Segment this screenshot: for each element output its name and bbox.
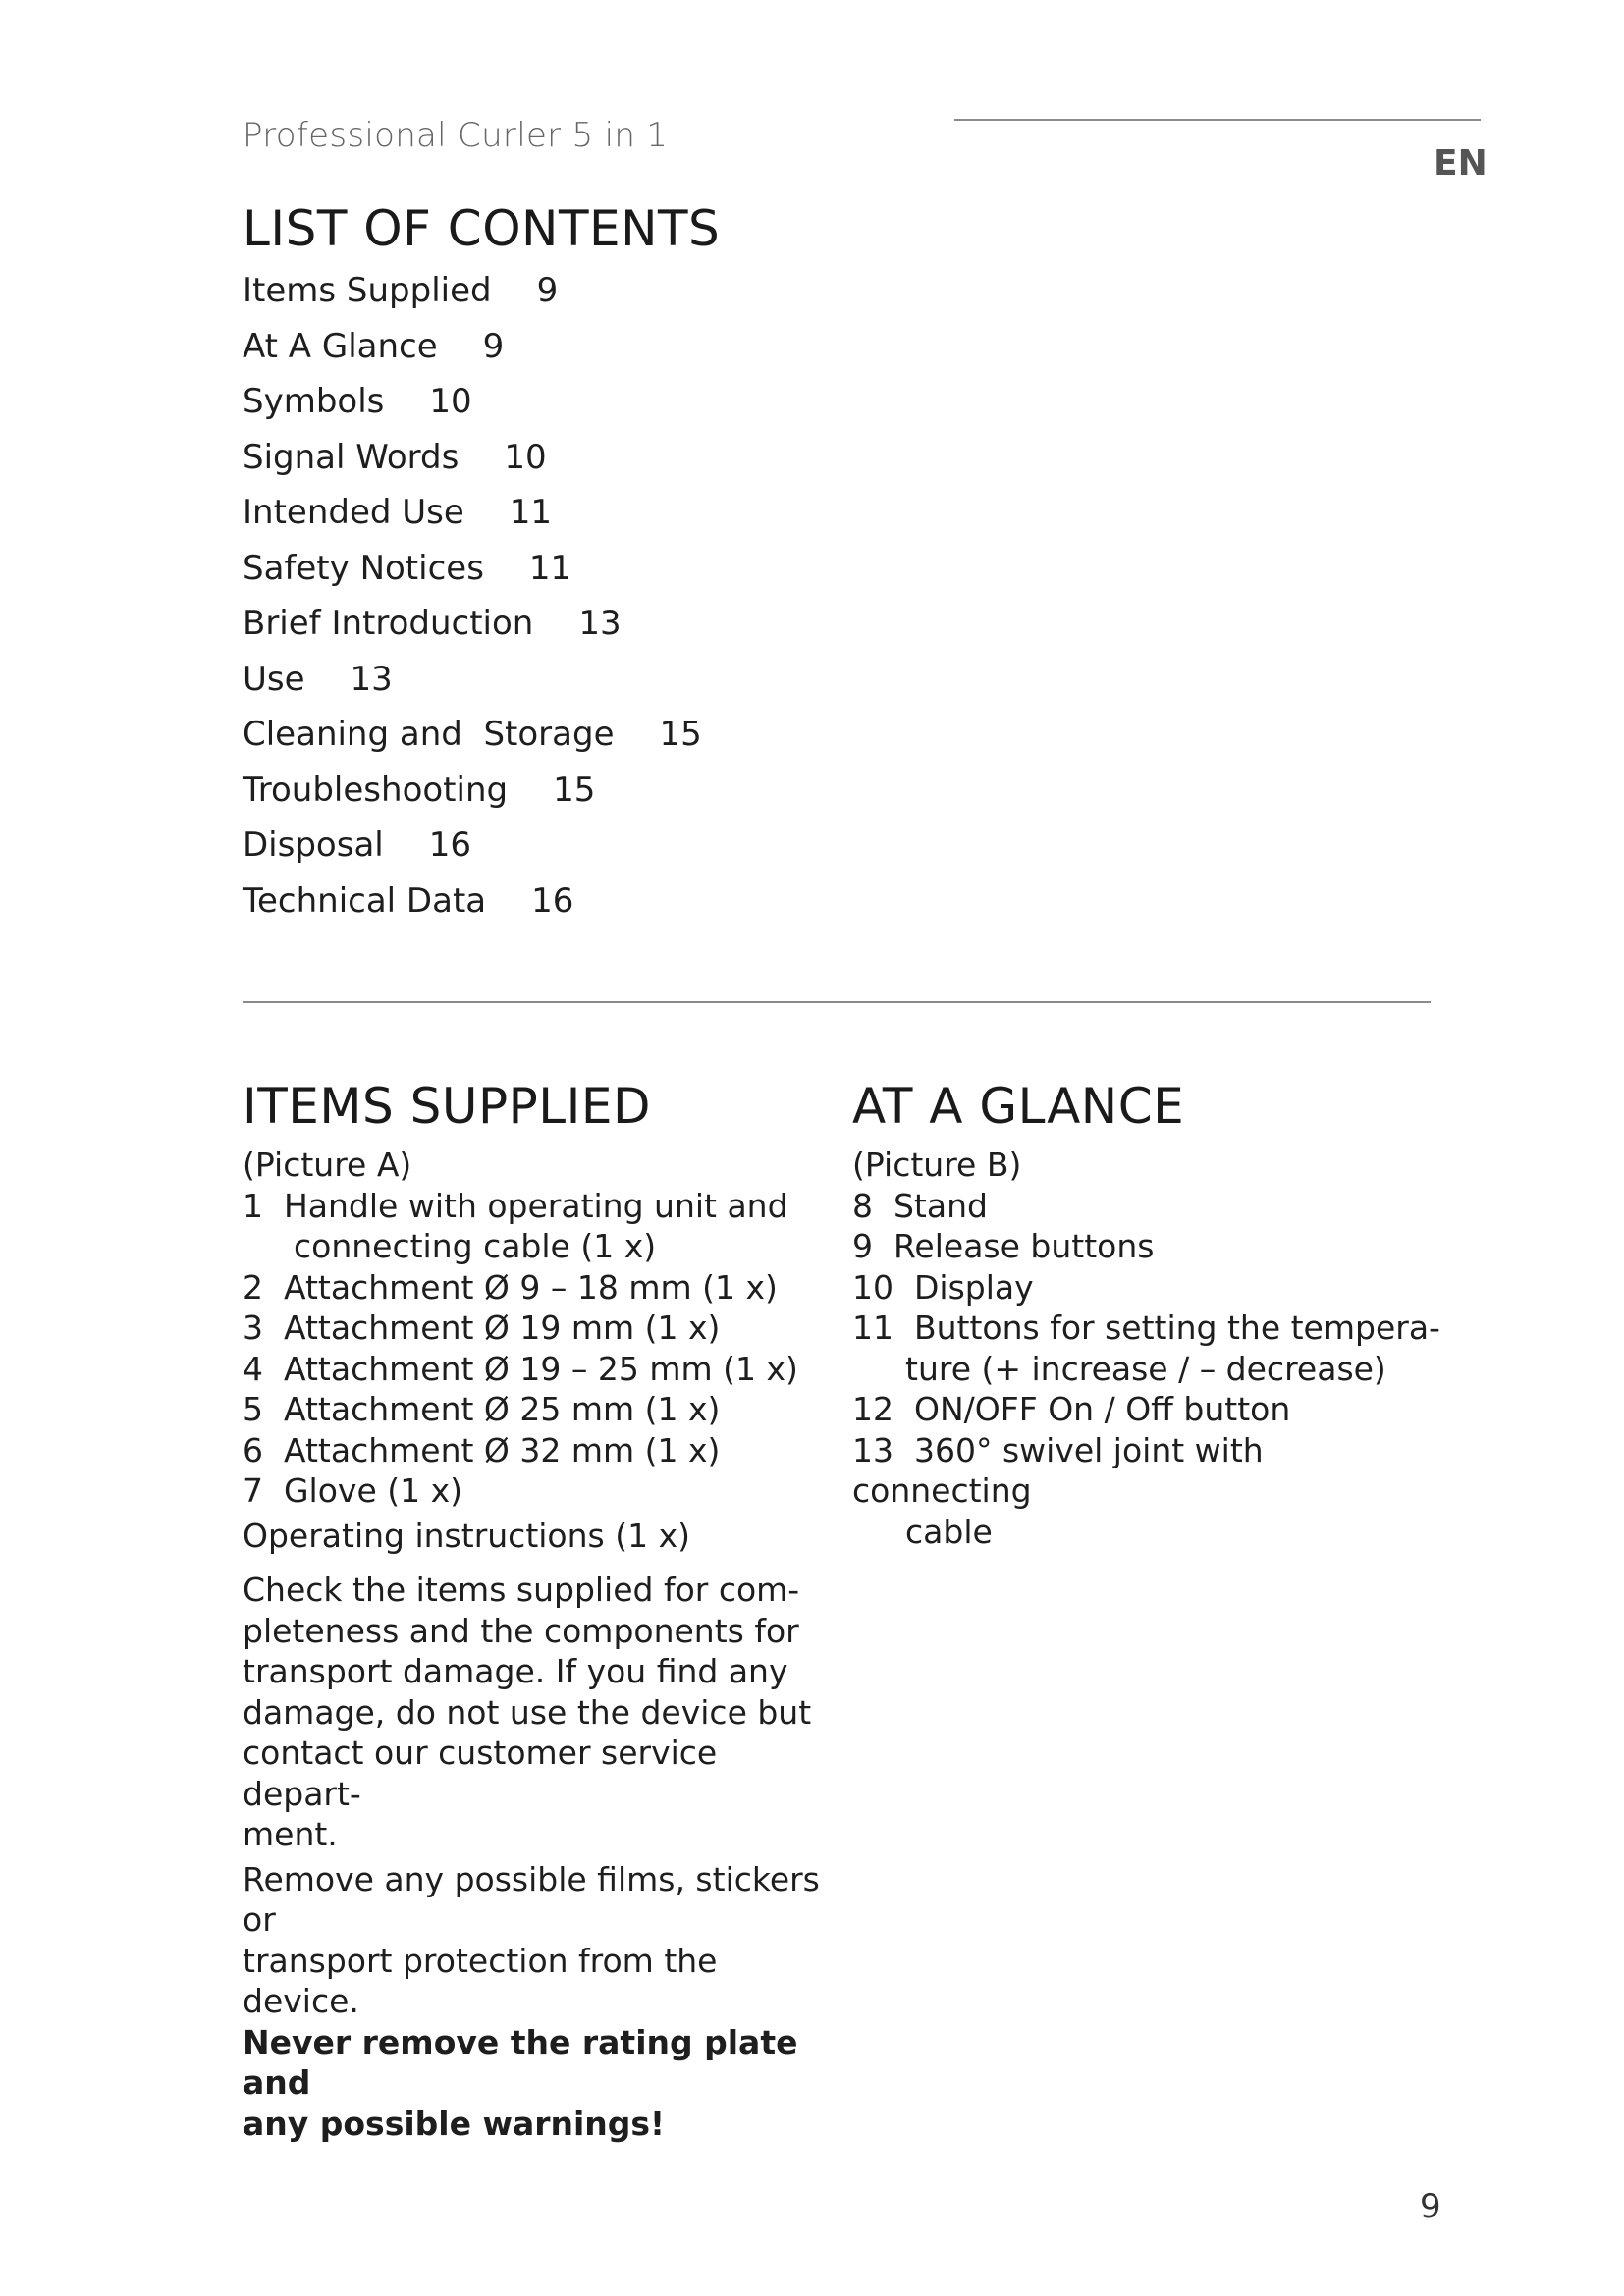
item-number: 3 <box>243 1308 263 1347</box>
list-item <box>243 1389 822 1430</box>
toc-label: At A Glance <box>243 326 438 366</box>
paragraph-line: transport protection from the device. <box>243 1941 718 2020</box>
item-text: Attachment Ø 19 mm (1 x) <box>283 1308 721 1347</box>
toc-list <box>243 271 702 936</box>
toc-item[interactable] <box>243 438 702 494</box>
toc-item[interactable] <box>243 549 702 605</box>
item-text: Attachment Ø 19 – 25 mm (1 x) <box>283 1349 798 1388</box>
header-rule <box>954 119 1481 121</box>
at-a-glance-column <box>852 1145 1441 1552</box>
paragraph-line: ment. <box>243 1815 338 1853</box>
paragraph-line: pleteness and the components for <box>243 1611 799 1650</box>
toc-item[interactable] <box>243 715 702 771</box>
item-text: On / Off button <box>1048 1390 1291 1428</box>
toc-page: 13 <box>350 659 393 699</box>
at-a-glance-list <box>852 1186 1441 1553</box>
item-number: 9 <box>852 1227 873 1265</box>
language-tag: EN <box>1434 143 1488 184</box>
list-item <box>852 1186 1441 1227</box>
toc-label: Disposal <box>243 826 384 865</box>
paragraph-line: Check the items supplied for com- <box>243 1571 800 1609</box>
toc-page: 11 <box>509 493 553 532</box>
list-item <box>243 1267 822 1308</box>
items-supplied-list <box>243 1186 822 1512</box>
toc-item[interactable] <box>243 771 702 827</box>
list-item <box>852 1389 1441 1430</box>
toc-item[interactable] <box>243 660 702 716</box>
list-item <box>852 1430 1441 1553</box>
item-number: 6 <box>243 1430 263 1469</box>
toc-label: Symbols <box>243 382 385 421</box>
list-item <box>243 1430 822 1471</box>
item-number: 13 <box>852 1430 893 1469</box>
check-items-paragraph <box>243 1570 822 1855</box>
item-number: 4 <box>243 1349 263 1388</box>
list-item <box>243 1308 822 1349</box>
item-text: Glove (1 x) <box>283 1471 462 1510</box>
toc-label: Safety Notices <box>243 548 484 588</box>
toc-item[interactable] <box>243 271 702 327</box>
item-number: 5 <box>243 1390 263 1428</box>
item-text: Release buttons <box>893 1227 1155 1265</box>
section-divider <box>243 1001 1431 1003</box>
list-item <box>243 1470 822 1512</box>
toc-page: 16 <box>428 826 471 865</box>
item-number: 7 <box>243 1471 263 1510</box>
item-number: 1 <box>243 1186 263 1225</box>
toc-page: 9 <box>482 326 505 366</box>
item-text-continued: connecting cable (1 x) <box>294 1227 657 1265</box>
list-item <box>852 1226 1441 1267</box>
operating-instructions-line: Operating instructions (1 x) <box>243 1516 690 1555</box>
item-number: 11 <box>852 1308 893 1347</box>
paragraph-line: contact our customer service depart- <box>243 1734 718 1813</box>
toc-page: 11 <box>528 548 572 588</box>
item-number: 2 <box>243 1267 263 1307</box>
toc-item[interactable] <box>243 881 702 937</box>
item-number: 12 <box>852 1390 893 1428</box>
item-text: Display <box>913 1267 1034 1307</box>
toc-page: 9 <box>536 271 559 310</box>
warning-line: Never remove the rating plate and <box>243 2022 798 2102</box>
item-text: Buttons for setting the tempera- <box>913 1308 1440 1347</box>
list-item <box>243 1349 822 1390</box>
paragraph-line: transport damage. If you find any <box>243 1652 788 1690</box>
item-text-continued: cable <box>905 1512 993 1551</box>
toc-label: Brief Introduction <box>243 604 534 643</box>
toc-label: Items Supplied <box>243 271 492 310</box>
toc-label: Troubleshooting <box>243 770 509 810</box>
header-product-title: Professional Curler 5 in 1 <box>243 116 669 155</box>
item-text: Handle with operating unit and <box>283 1186 788 1225</box>
toc-label: Signal Words <box>243 437 460 477</box>
toc-item[interactable] <box>243 327 702 383</box>
remove-films-paragraph <box>243 1859 822 2022</box>
item-text: Attachment Ø 25 mm (1 x) <box>283 1390 721 1428</box>
item-number: 8 <box>852 1186 873 1225</box>
items-supplied-heading: ITEMS SUPPLIED <box>243 1078 651 1135</box>
toc-page: 16 <box>531 881 574 921</box>
at-a-glance-heading: AT A GLANCE <box>852 1078 1185 1135</box>
toc-page: 15 <box>659 715 702 754</box>
toc-item[interactable] <box>243 826 702 881</box>
paragraph-line: damage, do not use the device but <box>243 1692 812 1732</box>
picture-b-ref: (Picture B) <box>852 1146 1022 1184</box>
toc-page: 13 <box>578 604 622 643</box>
item-text: Attachment Ø 32 mm (1 x) <box>283 1430 721 1469</box>
page-number: 9 <box>1420 2187 1441 2226</box>
toc-label: Intended Use <box>243 493 464 532</box>
toc-page: 10 <box>504 437 547 477</box>
toc-item[interactable] <box>243 382 702 438</box>
picture-a-ref: (Picture A) <box>243 1146 412 1184</box>
toc-label: Use <box>243 659 305 699</box>
toc-page: 10 <box>429 382 472 421</box>
warning-line: any possible warnings! <box>243 2104 666 2143</box>
item-text: 360° swivel joint with connecting <box>852 1430 1264 1510</box>
items-supplied-column <box>243 1145 822 2144</box>
item-text: Attachment Ø 9 – 18 mm (1 x) <box>283 1267 778 1307</box>
item-number: 10 <box>852 1267 893 1307</box>
toc-label: Cleaning and Storage <box>243 715 615 754</box>
toc-item[interactable] <box>243 604 702 660</box>
item-text: Stand <box>893 1186 988 1225</box>
toc-page: 15 <box>553 770 596 810</box>
toc-heading: LIST OF CONTENTS <box>243 200 721 257</box>
toc-label: Technical Data <box>243 881 487 921</box>
list-item <box>852 1308 1441 1389</box>
item-keyword: ON/OFF <box>913 1390 1038 1428</box>
toc-item[interactable] <box>243 493 702 549</box>
paragraph-line: Remove any possible films, stickers or <box>243 1859 820 1939</box>
rating-plate-warning <box>243 2022 822 2145</box>
list-item <box>852 1267 1441 1308</box>
list-item <box>243 1186 822 1267</box>
item-text-continued: ture (+ increase / – decrease) <box>905 1349 1386 1388</box>
